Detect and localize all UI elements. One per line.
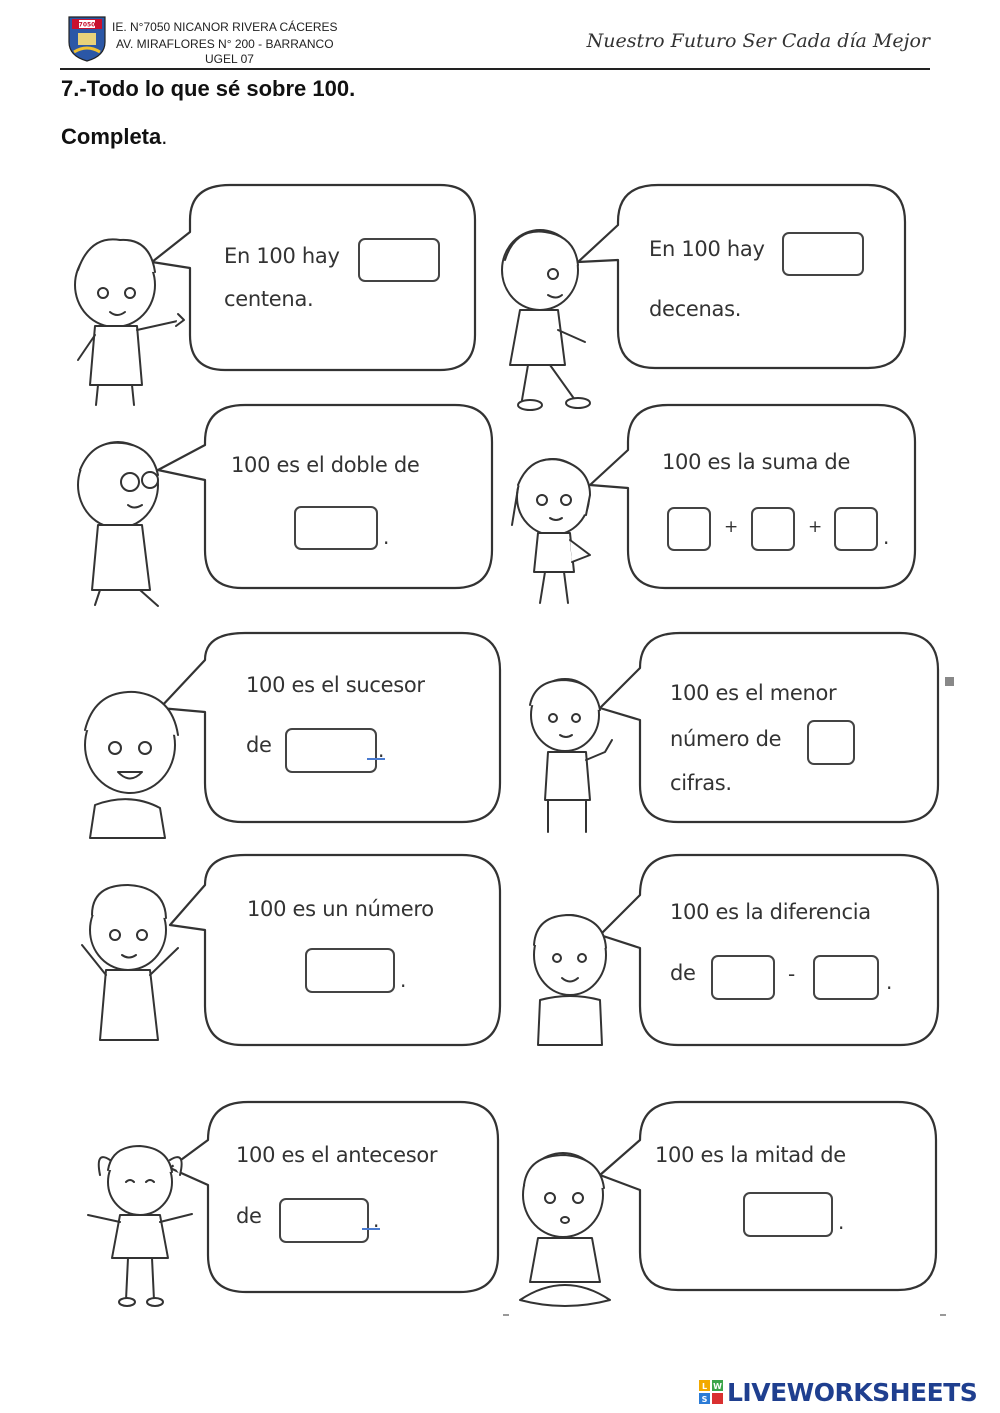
bubble-8-period: . [886, 970, 893, 994]
answer-blank-5[interactable] [285, 728, 377, 773]
bubble-5-line-2: de [246, 733, 272, 757]
sitting-child-illustration [520, 1153, 610, 1306]
bubble-3-period: . [383, 525, 390, 549]
answer-blank-10[interactable] [743, 1192, 833, 1237]
plus-sign-1: + [724, 517, 739, 537]
bubble-2-line-2: decenas. [649, 297, 742, 321]
instruction-period: . [161, 124, 168, 149]
school-motto: Nuestro Futuro Ser Cada día Mejor [586, 30, 930, 52]
speech-bubble-8 [600, 855, 938, 1045]
svg-text:S: S [701, 1395, 708, 1404]
exercise-title: 7.-Todo lo que sé sobre 100. [61, 76, 356, 101]
answer-blank-4a[interactable] [667, 507, 711, 551]
waving-boy-illustration [530, 679, 612, 832]
answer-blank-7[interactable] [305, 948, 395, 993]
bubble-5-period: . [378, 738, 385, 762]
speech-bubble-3 [158, 405, 492, 588]
bubble-8-line-2: de [670, 961, 696, 985]
bubble-3-line-1: 100 es el doble de [231, 453, 420, 477]
svg-text:7050: 7050 [78, 21, 96, 29]
speech-bubble-2 [578, 185, 905, 368]
speech-bubble-9 [170, 1102, 498, 1292]
speech-bubble-4 [590, 405, 915, 588]
answer-blank-6[interactable] [807, 720, 855, 765]
period-underline-mark [367, 758, 385, 760]
answer-blank-8a[interactable] [711, 955, 775, 1000]
resize-handle [945, 677, 954, 686]
liveworksheets-logo-icon [698, 1379, 724, 1405]
bubble-4-period: . [883, 525, 890, 549]
bubble-6-line-3: cifras. [670, 771, 732, 795]
stray-mark [940, 1314, 946, 1316]
stray-mark [503, 1314, 509, 1316]
liveworksheets-brand [698, 1377, 977, 1407]
instruction-word: Completa [61, 124, 162, 149]
bubble-6-line-1: 100 es el menor [670, 681, 837, 705]
bubble-8-line-1: 100 es la diferencia [670, 900, 871, 924]
svg-text:L: L [701, 1382, 708, 1391]
girl-hand-on-hip-illustration [512, 459, 590, 603]
bubble-9-line-1: 100 es el antecesor [236, 1143, 438, 1167]
bubble-10-line-1: 100 es la mitad de [655, 1143, 846, 1167]
liveworksheets-wordmark: LIVEWORKSHEETS [727, 1377, 978, 1407]
bubble-6-line-2: número de [670, 727, 782, 751]
answer-blank-3[interactable] [294, 506, 378, 550]
bubble-7-period: . [400, 968, 407, 992]
period-underline-mark-2 [362, 1228, 380, 1230]
smiling-girl-illustration [534, 915, 606, 1045]
school-address: AV. MIRAFLORES N° 200 - BARRANCO [116, 37, 334, 51]
school-name: IE. N°7050 NICANOR RIVERA CÁCERES [112, 20, 338, 34]
smiling-boy-illustration [85, 692, 178, 838]
answer-blank-4c[interactable] [834, 507, 878, 551]
bubble-7-line-1: 100 es un número [247, 897, 434, 921]
school-ugel: UGEL 07 [205, 52, 254, 66]
answer-blank-9[interactable] [279, 1198, 369, 1243]
child-arms-raised-illustration [82, 885, 178, 1040]
answer-blank-1[interactable] [358, 238, 440, 282]
bubble-1-line-2: centena. [224, 287, 314, 311]
answer-blank-2[interactable] [782, 232, 864, 276]
child-with-glasses-illustration [78, 442, 158, 606]
bubble-9-period: . [373, 1208, 380, 1232]
svg-text:W: W [713, 1382, 722, 1391]
minus-sign: - [788, 962, 796, 986]
answer-blank-4b[interactable] [751, 507, 795, 551]
bubble-2-line-1: En 100 hay [649, 237, 765, 261]
child-walking-illustration [502, 230, 590, 410]
bubble-1-line-1: En 100 hay [224, 244, 340, 268]
bubble-10-period: . [838, 1210, 845, 1234]
bubble-9-line-2: de [236, 1204, 262, 1228]
bubble-4-line-1: 100 es la suma de [662, 450, 851, 474]
answer-blank-8b[interactable] [813, 955, 879, 1000]
bubble-5-line-1: 100 es el sucesor [246, 673, 425, 697]
plus-sign-2: + [808, 517, 823, 537]
